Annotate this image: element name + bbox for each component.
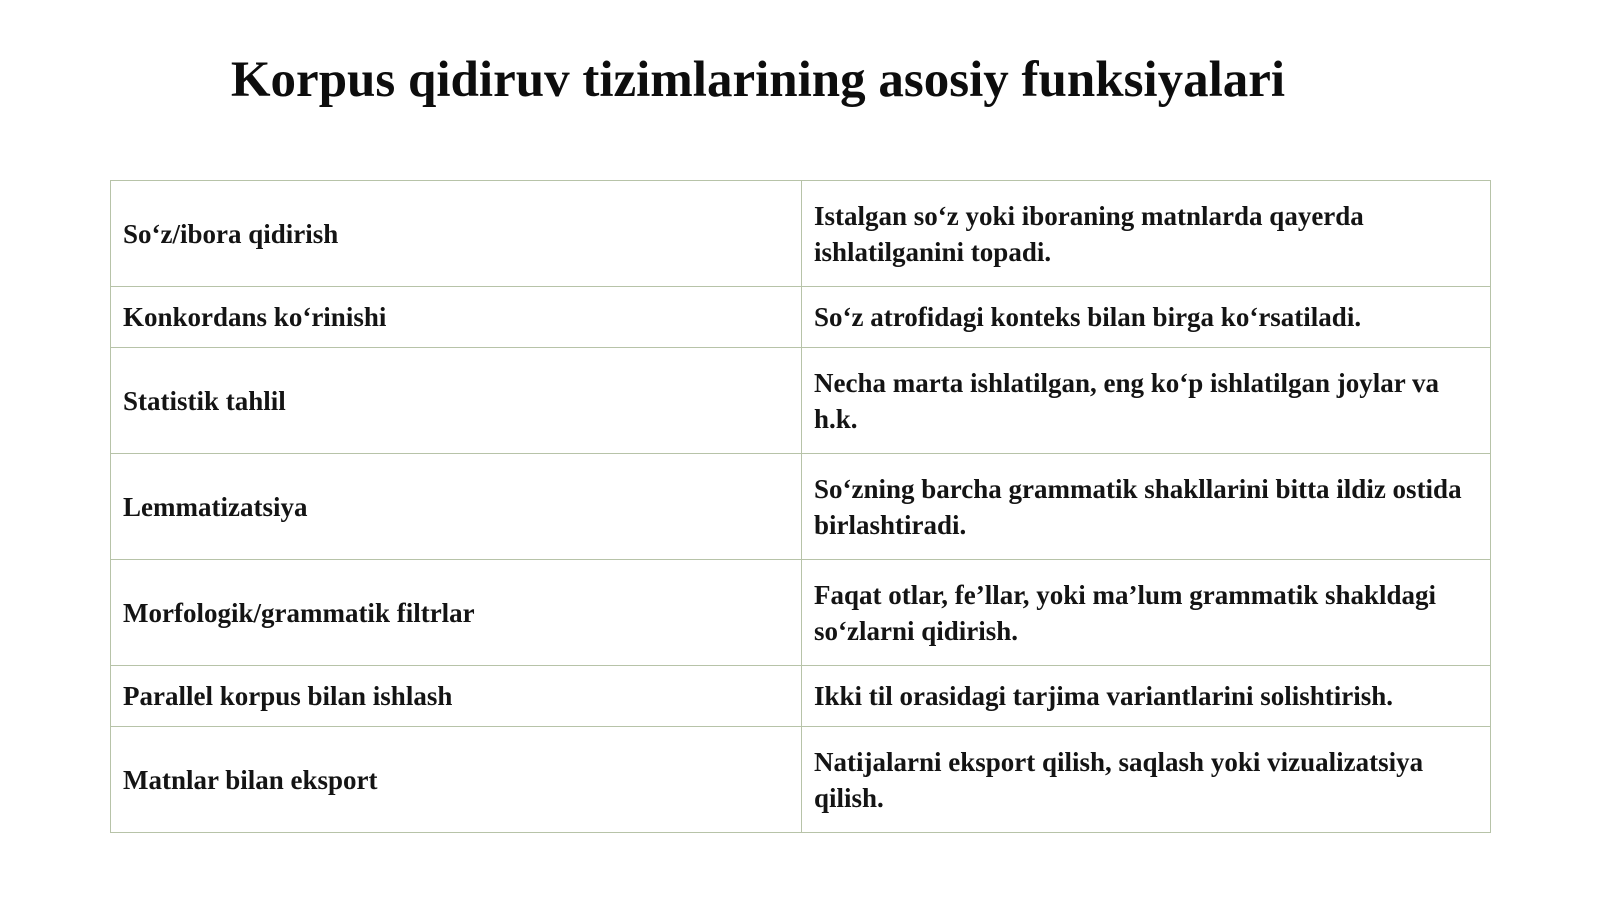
table-row <box>111 727 1491 833</box>
table-row <box>111 348 1491 454</box>
table-row <box>111 181 1491 287</box>
description-cell: Ikki til orasidagi tarjima variantlarini solishtirish. <box>802 666 1491 727</box>
table-row <box>111 287 1491 348</box>
function-cell: Matnlar bilan eksport <box>111 727 802 833</box>
description-cell: So‘z atrofidagi konteks bilan birga ko‘rsatiladi. <box>802 287 1491 348</box>
function-cell: Lemmatizatsiya <box>111 454 802 560</box>
table-row <box>111 560 1491 666</box>
description-cell: Natijalarni eksport qilish, saqlash yoki vizualizatsiya qilish. <box>802 727 1491 833</box>
description-cell: Istalgan so‘z yoki iboraning matnlarda qayerda ishlatilganini topadi. <box>802 181 1491 287</box>
function-cell: Statistik tahlil <box>111 348 802 454</box>
description-cell: Faqat otlar, fe’llar, yoki ma’lum grammatik shakldagi so‘zlarni qidirish. <box>802 560 1491 666</box>
description-cell: So‘zning barcha grammatik shakllarini bitta ildiz ostida birlashtiradi. <box>802 454 1491 560</box>
function-cell: So‘z/ibora qidirish <box>111 181 802 287</box>
function-cell: Parallel korpus bilan ishlash <box>111 666 802 727</box>
description-cell: Necha marta ishlatilgan, eng ko‘p ishlatilgan joylar va h.k. <box>802 348 1491 454</box>
slide-title: Korpus qidiruv tizimlarining asosiy funksiyalari <box>230 52 1286 108</box>
table-row <box>111 666 1491 727</box>
function-cell: Morfologik/grammatik filtrlar <box>111 560 802 666</box>
table-row <box>111 454 1491 560</box>
function-cell: Konkordans ko‘rinishi <box>111 287 802 348</box>
features-table <box>110 180 1491 833</box>
